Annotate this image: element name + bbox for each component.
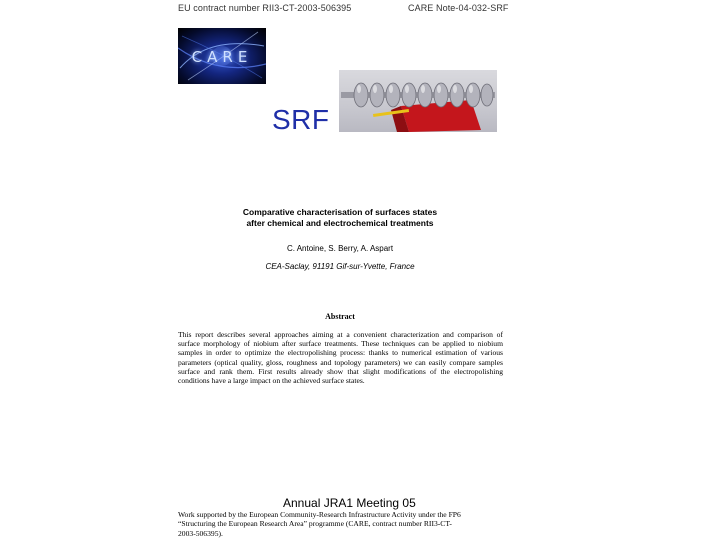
paper-title	[200, 207, 480, 229]
note-number: CARE Note-04-032-SRF	[408, 3, 509, 13]
srf-title: SRF	[272, 104, 330, 135]
meeting-label: Annual JRA1 Meeting 05	[283, 496, 416, 510]
funding-line: Work supported by the European Community-Research Infrastructure Activity under the FP6	[178, 510, 461, 519]
abstract-heading: Abstract	[325, 312, 355, 321]
funding-line: “Structuring the European Research Area” programme (CARE, contract number RII3-CT-	[178, 519, 452, 529]
abstract-body: This report describes several approaches aiming at a convenient characterization and comparison of surface morphology of niobium after surface treatments. These techniques can be applied to niobium samples in order to optimize the electropolishing process: thanks to numerical estimation of various parameters (optical quality, gloss, roughness and topology parameters) we can easily compare samples surface and rank them. First results already show that slight modifications of the electropolishing conditions have a large impact on the achieved surface states.	[178, 330, 503, 386]
funding-note	[178, 510, 503, 538]
niobium-cavity-photo	[339, 70, 497, 132]
paper-title-line: Comparative characterisation of surfaces states	[242, 207, 438, 217]
contract-number: EU contract number RII3-CT-2003-506395	[178, 3, 352, 13]
authors: C. Antoine, S. Berry, A. Aspart	[286, 244, 394, 253]
funding-line: 2003-506395).	[178, 528, 223, 538]
cavity-icon	[339, 70, 497, 132]
affiliation: CEA-Saclay, 91191 Gif-sur-Yvette, France	[265, 262, 415, 271]
care-logo	[178, 28, 266, 84]
paper-title-line: after chemical and electrochemical treatments	[246, 218, 434, 228]
logo-text: CARE	[191, 48, 253, 66]
